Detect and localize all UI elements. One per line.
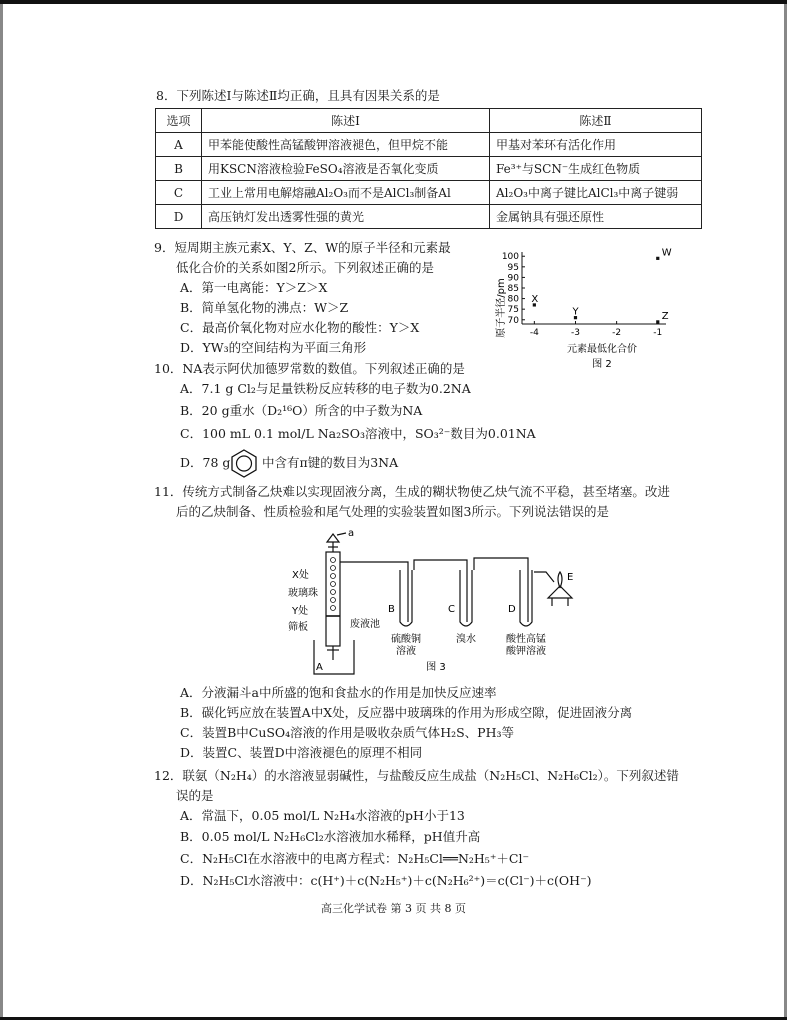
q12-stem-line2: 误的是 (176, 788, 214, 803)
q12-option-a: A．常温下，0.05 mol/L N₂H₄水溶液的pH小于13 (180, 808, 465, 823)
q8-table (155, 108, 702, 229)
data-point-label: W (661, 247, 672, 259)
x-tick-label: -1 (653, 328, 663, 338)
y-tick-label: 90 (507, 273, 519, 284)
label-a: a (348, 530, 355, 539)
label-d-solution: 酸性高锰 (506, 634, 546, 645)
q8-stem: 8．下列陈述Ⅰ与陈述Ⅱ均正确，且具有因果关系的是 (156, 88, 440, 103)
q11-option-d: D．装置C、装置D中溶液褪色的原理不相同 (180, 745, 423, 760)
label-x: X处 (292, 570, 309, 581)
q10-option-a: A．7.1 g Cl₂与足量铁粉反应转移的电子数为0.2NA (180, 381, 471, 396)
q12-option-b: B．0.05 mol/L N₂H₆Cl₂水溶液加水稀释，pH值升高 (180, 829, 481, 844)
table-cell: Fe³⁺与SCN⁻生成红色物质 (490, 157, 702, 181)
table-row (156, 181, 702, 205)
data-point-label: X (531, 293, 539, 305)
label-c-solution: 溴水 (456, 634, 476, 645)
table-cell: B (156, 157, 202, 181)
q9-option-d: D．YW₃的空间结构为平面三角形 (180, 340, 367, 355)
label-b-solution-2: 溶液 (396, 646, 416, 657)
x-tick-label: -3 (570, 328, 580, 338)
y-tick-label: 70 (507, 315, 519, 326)
top-border (0, 0, 787, 4)
table-cell: 工业上常用电解熔融Al₂O₃而不是AlCl₃制备Al (202, 181, 490, 205)
table-cell: Al₂O₃中离子键比AlCl₃中离子键弱 (490, 181, 702, 205)
q9-stem-line1: 9．短周期主族元素X、Y、Z、W的原子半径和元素最 (154, 240, 451, 255)
label-b-solution: 硫酸铜 (391, 634, 421, 645)
q12-option-c: C．N₂H₅Cl在水溶液中的电离方程式：N₂H₅Cl══N₂H₅⁺＋Cl⁻ (180, 851, 530, 866)
page-footer: 高三化学试卷 第 3 页 共 8 页 (321, 902, 466, 915)
data-point-label: Y (572, 306, 579, 318)
q10-stem: 10．NA表示阿伏加德罗常数的数值。下列叙述正确的是 (154, 361, 465, 376)
data-point-w (656, 257, 659, 260)
table-cell: 甲基对苯环有活化作用 (490, 133, 702, 157)
label-A: A (316, 662, 323, 673)
table-row (156, 157, 702, 181)
apparatus-diagram (284, 530, 594, 680)
label-sieve-plate: 筛板 (288, 622, 308, 633)
x-tick-label: -4 (529, 328, 539, 338)
x-tick-label: -2 (612, 328, 622, 338)
q12-option-d: D．N₂H₅Cl水溶液中：c(H⁺)＋c(N₂H₅⁺)＋c(N₂H₆²⁺)＝c(Cl⁻)＋c(OH⁻) (180, 873, 592, 888)
y-tick-label: 100 (501, 252, 519, 263)
q10-option-d-suffix: 中含有π键的数目为3NA (262, 455, 399, 470)
label-D: D (508, 604, 516, 615)
x-axis-label: 元素最低化合价 (567, 344, 637, 355)
table-cell: C (156, 181, 202, 205)
q9-option-a: A．第一电离能：Y＞Z＞X (180, 280, 328, 295)
test-tube-d (520, 570, 532, 626)
label-E: E (567, 572, 574, 583)
figure-3-apparatus (284, 530, 594, 680)
y-tick-label: 95 (507, 262, 519, 273)
q11-option-b: B．碳化钙应放在装置A中X处，反应器中玻璃珠的作用为形成空隙，促进固液分离 (180, 705, 633, 720)
figure-2-chart (490, 246, 680, 371)
q11-option-a: A．分液漏斗a中所盛的饱和食盐水的作用是加快反应速率 (180, 685, 497, 700)
label-d-solution-2: 酸钾溶液 (506, 646, 546, 657)
q10-option-d-prefix: D．78 g (180, 455, 231, 470)
figure-2-caption: 图 2 (592, 359, 612, 370)
header-cell: 陈述Ⅰ (202, 109, 490, 133)
table-cell: 甲苯能使酸性高锰酸钾溶液褪色，但甲烷不能 (202, 133, 490, 157)
scatter-chart (490, 246, 680, 371)
q9-stem-line2: 低化合价的关系如图2所示。下列叙述正确的是 (176, 260, 434, 275)
label-y: Y处 (292, 606, 309, 617)
bottom-border (0, 1017, 787, 1020)
figure-3-caption: 图 3 (426, 662, 446, 673)
q9-option-c: C．最高价氧化物对应水化物的酸性：Y＞X (180, 320, 420, 335)
benzene-ring-icon (228, 448, 260, 478)
q11-stem-line2: 后的乙炔制备、性质检验和尾气处理的实验装置如图3所示。下列说法错误的是 (176, 504, 609, 519)
data-point-z (656, 320, 659, 323)
q10-option-b: B．20 g重水（D₂¹⁶O）所含的中子数为NA (180, 403, 423, 418)
table-cell: D (156, 205, 202, 229)
data-point-label: Z (661, 310, 669, 322)
label-C: C (448, 604, 455, 615)
header-cell: 选项 (156, 109, 202, 133)
label-glass-beads: 玻璃珠 (288, 588, 318, 599)
y-tick-label: 80 (507, 294, 519, 305)
table-cell: 用KSCN溶液检验FeSO₄溶液是否氧化变质 (202, 157, 490, 181)
y-tick-label: 85 (507, 284, 519, 294)
table-cell: 高压钠灯发出透雾性强的黄光 (202, 205, 490, 229)
test-tube-b (400, 570, 412, 626)
q10-option-c: C．100 mL 0.1 mol/L Na₂SO₃溶液中，SO₃²⁻数目为0.01NA (180, 426, 536, 441)
q9-option-b: B．简单氢化物的沸点：W＞Z (180, 300, 349, 315)
table-row (156, 133, 702, 157)
left-edge-shadow (0, 4, 3, 1017)
q12-stem-line1: 12．联氨（N₂H₄）的水溶液显弱碱性，与盐酸反应生成盐（N₂H₅Cl、N₂H₆Cl₂）。下列叙述错 (154, 768, 679, 783)
table-cell: 金属钠具有强还原性 (490, 205, 702, 229)
test-tube-c (460, 570, 472, 626)
table-row (156, 205, 702, 229)
y-axis-label: 原子半径/pm (496, 278, 507, 338)
table-header-row (156, 109, 702, 133)
table-cell: A (156, 133, 202, 157)
label-B: B (388, 604, 395, 615)
reactor-column (326, 552, 340, 646)
q11-stem-line1: 11．传统方式制备乙炔难以实现固液分离，生成的糊状物使乙炔气流不平稳，甚至堵塞。改进 (154, 484, 670, 499)
header-cell: 陈述Ⅱ (490, 109, 702, 133)
label-waste-pool: 废液池 (350, 619, 380, 630)
q11-option-c: C．装置B中CuSO₄溶液的作用是吸收杂质气体H₂S、PH₃等 (180, 725, 514, 740)
y-tick-label: 75 (507, 305, 519, 316)
